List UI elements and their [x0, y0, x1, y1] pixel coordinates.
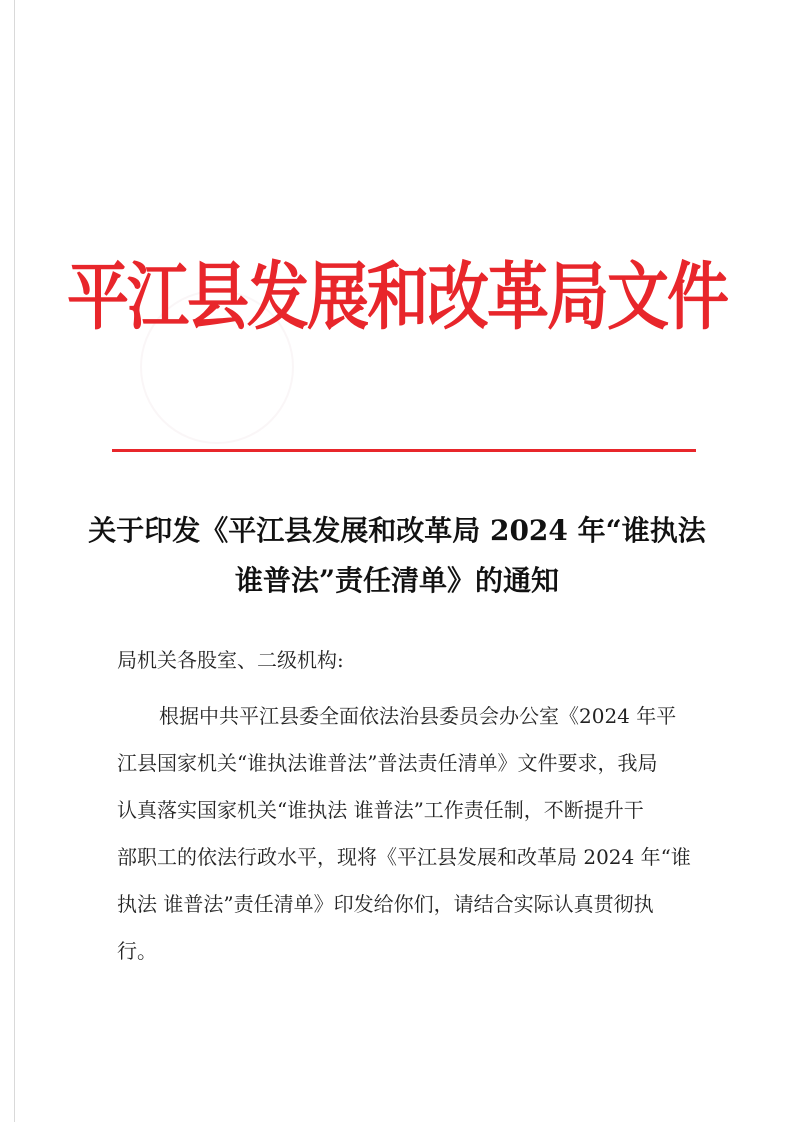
body-line-2: 江县国家机关“谁执法谁普法”普法责任清单》文件要求，我局: [117, 751, 658, 775]
document-title: [60, 506, 734, 606]
body-paragraph: [117, 693, 702, 975]
document-title-line-2: 谁普法”责任清单》的通知: [234, 564, 560, 597]
letterhead-title: 平江县发展和改革局文件: [66, 253, 727, 340]
page-edge: [14, 0, 15, 1122]
body-line-6: 行。: [117, 939, 157, 963]
addressee: 局机关各股室、二级机构:: [117, 648, 344, 672]
document-title-line-1: 关于印发《平江县发展和改革局 2024 年“谁执法: [88, 514, 706, 547]
red-separator-rule: [112, 449, 696, 452]
body-line-3: 认真落实国家机关“谁执法 谁普法”工作责任制，不断提升干: [117, 798, 644, 822]
body-line-5: 执法 谁普法”责任清单》印发给你们，请结合实际认真贯彻执: [117, 892, 654, 916]
body-line-4: 部职工的依法行政水平，现将《平江县发展和改革局 2024 年“谁: [117, 845, 691, 869]
body-line-1: 根据中共平江县委全面依法治县委员会办公室《2024 年平: [159, 704, 677, 728]
